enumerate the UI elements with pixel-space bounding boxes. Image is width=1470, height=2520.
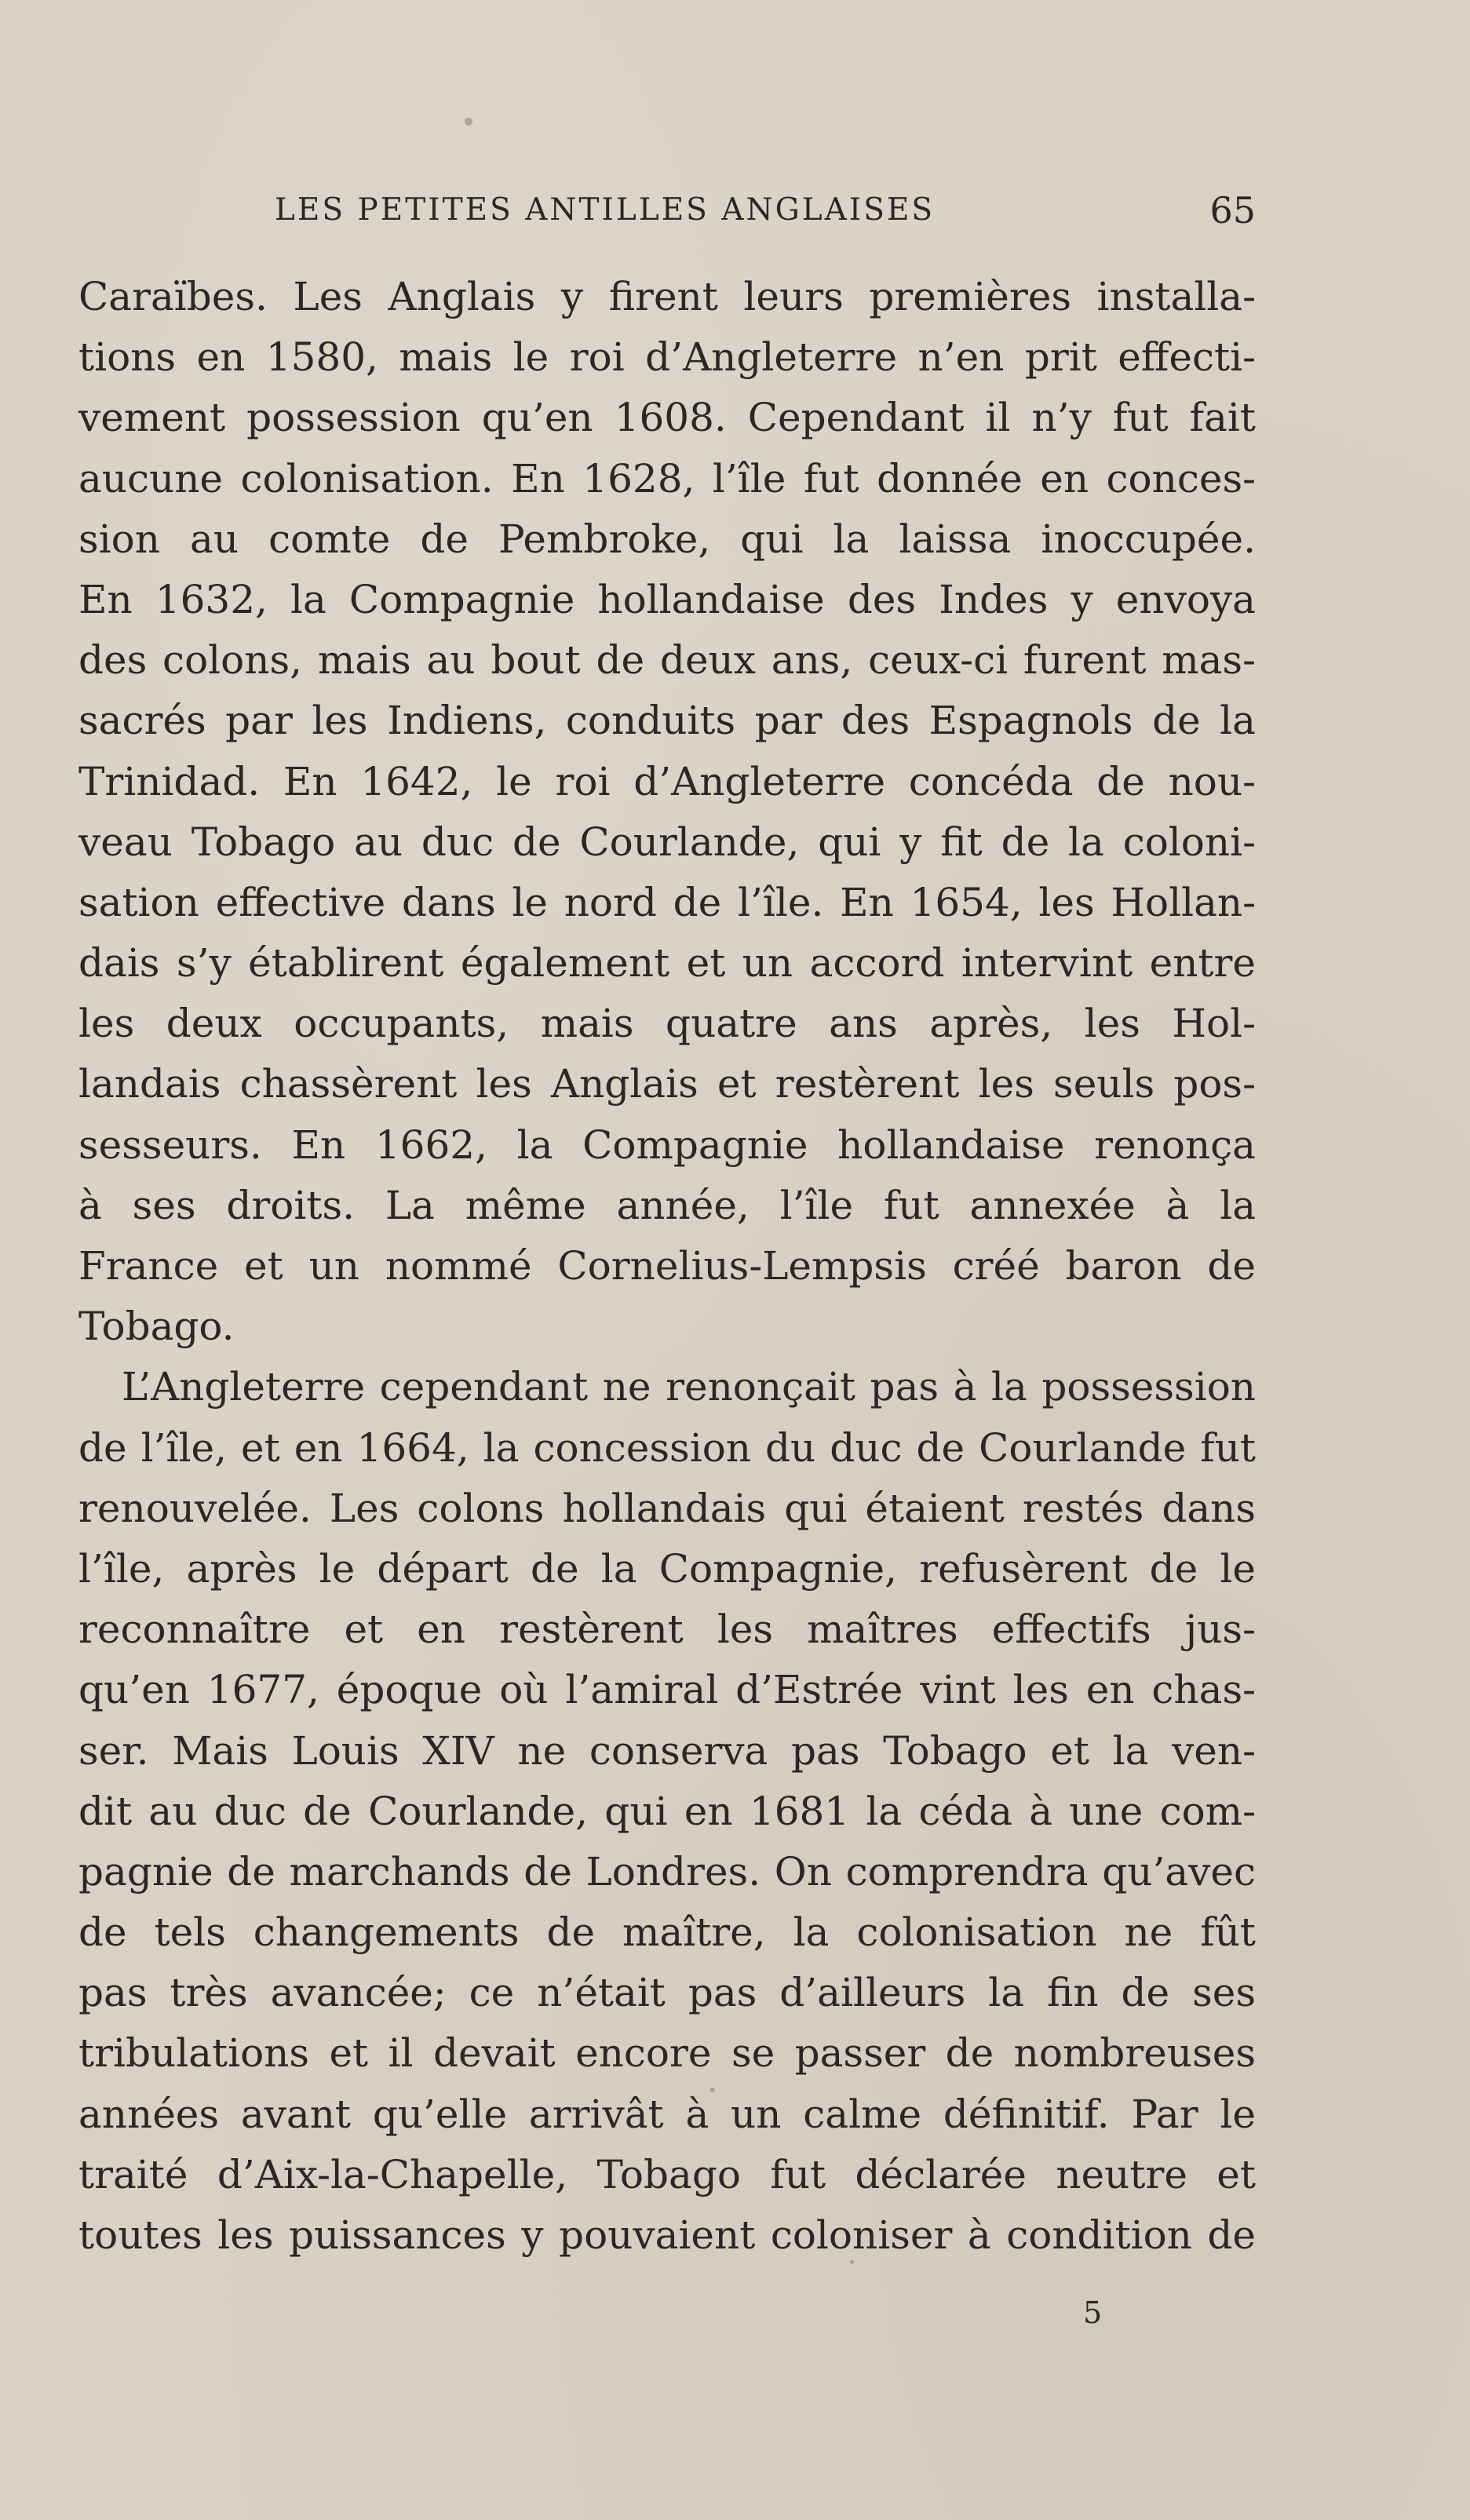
text-line: sion au comte de Pembroke, qui la laissa inoccupée. <box>78 516 1256 562</box>
text-line: reconnaître et en restèrent les maîtres effectifs jus- <box>78 1606 1256 1653</box>
text-line: vement possession qu’en 1608. Cependant il n’y fut fait <box>78 395 1256 441</box>
page-number: 65 <box>1209 189 1256 232</box>
text-line: toutes les puissances y pouvaient coloniser à condition de <box>78 2212 1256 2258</box>
text-line: En 1632, la Compagnie hollandaise des Indes y envoya <box>78 576 1256 622</box>
page-header <box>275 187 1256 234</box>
paragraph-1 <box>78 267 1256 1357</box>
paragraph-2 <box>78 1357 1256 2266</box>
text-line: traité d’Aix-la-Chapelle, Tobago fut déclarée neutre et <box>78 2151 1256 2197</box>
text-line: l’île, après le départ de la Compagnie, refusèrent de le <box>78 1545 1256 1592</box>
text-line: pas très avancée; ce n’était pas d’ailleurs la fin de ses <box>78 1970 1256 2016</box>
text-line: Caraïbes. Les Anglais y firent leurs premières installa- <box>78 274 1256 319</box>
text-line: ser. Mais Louis XIV ne conserva pas Tobago et la ven- <box>78 1727 1256 1774</box>
text-line: pagnie de marchands de Londres. On comprendra qu’avec <box>78 1848 1256 1895</box>
text-line: L’Angleterre cependant ne renonçait pas à la possession <box>122 1364 1256 1410</box>
text-line: landais chassèrent les Anglais et restèrent les seuls pos- <box>78 1061 1256 1107</box>
text-line: sacrés par les Indiens, conduits par des Espagnols de la <box>78 698 1256 744</box>
text-line: dais s’y établirent également et un accord intervint entre <box>78 940 1256 986</box>
text-line: tions en 1580, mais le roi d’Angleterre n’en prit effecti- <box>78 334 1256 381</box>
text-line: renouvelée. Les colons hollandais qui étaient restés dans <box>78 1485 1256 1531</box>
text-line: sation effective dans le nord de l’île. En 1654, les Hollan- <box>78 879 1256 925</box>
text-line: tribulations et il devait encore se passer de nombreuses <box>78 2030 1256 2077</box>
paper-speck <box>465 118 472 126</box>
text-line: de l’île, et en 1664, la concession du duc de Courlande fut <box>78 1424 1256 1471</box>
text-line: à ses droits. La même année, l’île fut annexée à la <box>78 1182 1256 1228</box>
running-title: LES PETITES ANTILLES ANGLAISES <box>275 192 936 228</box>
text-line: veau Tobago au duc de Courlande, qui y fit de la coloni- <box>78 819 1256 865</box>
text-line: de tels changements de maître, la colonisation ne fût <box>78 1909 1256 1956</box>
text-line: des colons, mais au bout de deux ans, ceux-ci furent mas- <box>78 637 1256 684</box>
text-line: Trinidad. En 1642, le roi d’Angleterre concéda de nou- <box>78 758 1256 804</box>
text-line: sesseurs. En 1662, la Compagnie hollandaise renonça <box>78 1121 1256 1168</box>
text-line: dit au duc de Courlande, qui en 1681 la céda à une com- <box>78 1788 1256 1834</box>
text-line: France et un nommé Cornelius-Lempsis créé baron de <box>78 1243 1256 1289</box>
body-text <box>78 267 1256 2266</box>
text-line: les deux occupants, mais quatre ans après, les Hol- <box>78 1001 1256 1047</box>
text-line: années avant qu’elle arrivât à un calme définitif. Par le <box>78 2091 1256 2137</box>
signature-mark: 5 <box>1083 2296 1103 2330</box>
text-line: qu’en 1677, époque où l’amiral d’Estrée vint les en chas- <box>78 1667 1256 1713</box>
text-line: aucune colonisation. En 1628, l’île fut donnée en conces- <box>78 455 1256 501</box>
text-line: Tobago. <box>78 1304 235 1350</box>
